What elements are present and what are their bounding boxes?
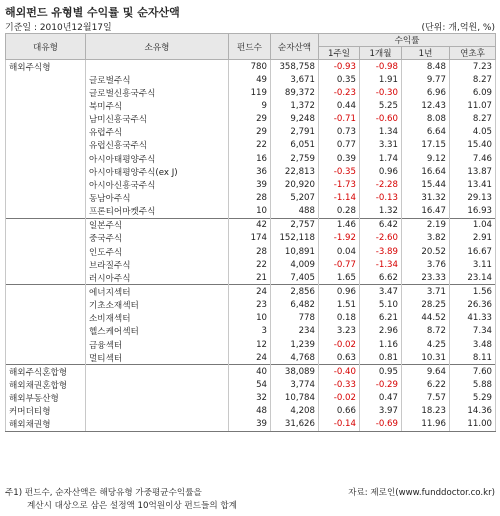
row-return-1week: 0.73 (319, 126, 360, 139)
row-return-1year: 9.64 (402, 365, 450, 379)
row-return-1year: 9.77 (402, 73, 450, 86)
row-return-ytd: 15.40 (450, 139, 496, 152)
page-title: 해외펀드 유형별 수익률 및 순자산액 (5, 6, 180, 19)
row-major-type (6, 139, 86, 152)
row-minor-type: 멀티섹터 (86, 351, 229, 365)
row-major-type (6, 218, 86, 232)
row-net-assets: 22,813 (271, 165, 319, 178)
row-return-1month: -2.28 (360, 178, 402, 191)
row-return-1month: -1.34 (360, 258, 402, 271)
row-return-1week: -0.02 (319, 392, 360, 405)
row-return-1year: 6.96 (402, 86, 450, 99)
row-return-1month: 0.95 (360, 365, 402, 379)
row-return-1month: 3.31 (360, 139, 402, 152)
row-return-1week: -0.33 (319, 378, 360, 391)
row-minor-type: 글로벌신흥국주식 (86, 86, 229, 99)
row-return-1month: 6.62 (360, 271, 402, 285)
row-major-type: 해외주식혼합형 (6, 365, 86, 379)
row-return-1month: 6.42 (360, 218, 402, 232)
row-return-ytd: 5.88 (450, 378, 496, 391)
row-return-1year: 16.47 (402, 205, 450, 219)
row-net-assets: 3,671 (271, 73, 319, 86)
row-major-type (6, 325, 86, 338)
row-return-1year: 17.15 (402, 139, 450, 152)
row-fund-count: 39 (229, 178, 271, 191)
row-net-assets: 31,626 (271, 418, 319, 432)
row-return-ytd: 11.07 (450, 99, 496, 112)
row-net-assets: 89,372 (271, 86, 319, 99)
row-return-ytd: 7.46 (450, 152, 496, 165)
row-major-type (6, 232, 86, 245)
row-major-type: 커머더티형 (6, 405, 86, 418)
row-major-type: 해외채권혼합형 (6, 378, 86, 391)
row-return-1year: 2.19 (402, 218, 450, 232)
row-major-type (6, 271, 86, 285)
row-minor-type: 헬스케어섹터 (86, 325, 229, 338)
table-row (6, 285, 496, 299)
row-return-1month: 1.34 (360, 126, 402, 139)
row-return-1week: -0.40 (319, 365, 360, 379)
row-net-assets: 5,207 (271, 191, 319, 204)
row-return-1month: -0.69 (360, 418, 402, 432)
row-net-assets: 358,758 (271, 60, 319, 74)
row-net-assets: 2,759 (271, 152, 319, 165)
row-return-1week: 0.63 (319, 351, 360, 365)
table-row (6, 299, 496, 312)
row-return-1week: 0.28 (319, 205, 360, 219)
row-minor-type (86, 418, 229, 432)
row-net-assets: 38,089 (271, 365, 319, 379)
table-row (6, 152, 496, 165)
row-return-ytd: 8.11 (450, 351, 496, 365)
row-return-1year: 6.22 (402, 378, 450, 391)
row-return-1month: 0.96 (360, 165, 402, 178)
row-minor-type: 일본주식 (86, 218, 229, 232)
row-fund-count: 49 (229, 73, 271, 86)
row-fund-count: 36 (229, 165, 271, 178)
header-returns: 수익률 (319, 34, 496, 47)
row-return-1month: -2.60 (360, 232, 402, 245)
row-return-ytd: 8.27 (450, 73, 496, 86)
table-row (6, 312, 496, 325)
row-major-type (6, 205, 86, 219)
row-return-1year: 15.44 (402, 178, 450, 191)
row-minor-type (86, 365, 229, 379)
row-net-assets: 488 (271, 205, 319, 219)
row-fund-count: 22 (229, 139, 271, 152)
row-major-type (6, 152, 86, 165)
footnote-line-2: 계산시 대상으로 삼은 설정액 10억원이상 펀드들의 합계 (27, 501, 237, 511)
row-return-1year: 8.08 (402, 113, 450, 126)
row-return-1month: 0.47 (360, 392, 402, 405)
row-return-1week: 0.77 (319, 139, 360, 152)
row-major-type (6, 178, 86, 191)
row-return-1month: 1.91 (360, 73, 402, 86)
row-return-1year: 8.72 (402, 325, 450, 338)
row-fund-count: 28 (229, 245, 271, 258)
row-return-ytd: 14.36 (450, 405, 496, 418)
row-fund-count: 10 (229, 312, 271, 325)
row-return-1month: -0.30 (360, 86, 402, 99)
header-minor-type: 소유형 (86, 34, 229, 60)
row-major-type (6, 338, 86, 351)
table-row (6, 139, 496, 152)
header-1month: 1개월 (360, 47, 402, 60)
row-minor-type (86, 378, 229, 391)
row-major-type (6, 312, 86, 325)
footnote-line-1: 주1) 펀드수, 순자산액은 해당유형 가중평균수익률을 (5, 488, 202, 498)
table-row (6, 191, 496, 204)
row-return-1month: 1.74 (360, 152, 402, 165)
row-minor-type: 러시아주식 (86, 271, 229, 285)
row-minor-type: 에너지섹터 (86, 285, 229, 299)
row-net-assets: 10,784 (271, 392, 319, 405)
row-return-1year: 7.57 (402, 392, 450, 405)
row-return-1month: 3.47 (360, 285, 402, 299)
table-row (6, 325, 496, 338)
row-return-ytd: 8.27 (450, 113, 496, 126)
row-return-ytd: 16.93 (450, 205, 496, 219)
row-return-1week: -1.92 (319, 232, 360, 245)
row-return-1month: 3.97 (360, 405, 402, 418)
header-net-assets: 순자산액 (271, 34, 319, 60)
header-ytd: 연초후 (450, 47, 496, 60)
row-return-1year: 20.52 (402, 245, 450, 258)
row-return-ytd: 3.11 (450, 258, 496, 271)
row-major-type (6, 351, 86, 365)
row-return-1week: -1.14 (319, 191, 360, 204)
row-minor-type: 아시아신흥국주식 (86, 178, 229, 191)
row-return-1week: 0.35 (319, 73, 360, 86)
row-major-type (6, 126, 86, 139)
row-return-ytd: 11.00 (450, 418, 496, 432)
row-return-1week: 0.18 (319, 312, 360, 325)
row-net-assets: 778 (271, 312, 319, 325)
row-net-assets: 10,891 (271, 245, 319, 258)
row-fund-count: 119 (229, 86, 271, 99)
row-net-assets: 7,405 (271, 271, 319, 285)
row-return-1year: 28.25 (402, 299, 450, 312)
source-credit: 자료: 제로인(www.funddoctor.co.kr) (348, 488, 495, 498)
row-fund-count: 24 (229, 351, 271, 365)
row-net-assets: 4,208 (271, 405, 319, 418)
row-net-assets: 9,248 (271, 113, 319, 126)
row-return-1week: -0.35 (319, 165, 360, 178)
row-minor-type: 기초소재섹터 (86, 299, 229, 312)
row-return-1week: -0.14 (319, 418, 360, 432)
row-net-assets: 2,791 (271, 126, 319, 139)
row-return-ytd: 13.87 (450, 165, 496, 178)
row-return-ytd: 23.14 (450, 271, 496, 285)
row-return-1week: -0.77 (319, 258, 360, 271)
row-return-1year: 18.23 (402, 405, 450, 418)
base-date: 기준일 : 2010년12월17일 (5, 23, 112, 33)
footnote (5, 487, 495, 513)
row-minor-type: 아시아태평양주식(ex J) (86, 165, 229, 178)
row-minor-type: 프론티어마켓주식 (86, 205, 229, 219)
row-return-1week: -1.73 (319, 178, 360, 191)
row-net-assets: 20,920 (271, 178, 319, 191)
row-minor-type: 브라질주식 (86, 258, 229, 271)
row-net-assets: 1,372 (271, 99, 319, 112)
meta-bar (5, 20, 495, 33)
row-net-assets: 4,009 (271, 258, 319, 271)
row-fund-count: 23 (229, 299, 271, 312)
row-fund-count: 39 (229, 418, 271, 432)
row-return-1week: 1.65 (319, 271, 360, 285)
row-return-ytd: 29.13 (450, 191, 496, 204)
row-fund-count: 3 (229, 325, 271, 338)
table-row (6, 271, 496, 285)
row-net-assets: 152,118 (271, 232, 319, 245)
row-fund-count: 29 (229, 126, 271, 139)
table-row (6, 365, 496, 379)
table-row (6, 218, 496, 232)
row-return-ytd: 5.29 (450, 392, 496, 405)
row-return-1year: 4.25 (402, 338, 450, 351)
row-return-ytd: 3.48 (450, 338, 496, 351)
row-major-type (6, 191, 86, 204)
row-fund-count: 9 (229, 99, 271, 112)
row-return-1month: -0.98 (360, 60, 402, 74)
row-fund-count: 54 (229, 378, 271, 391)
table-row (6, 378, 496, 391)
row-minor-type (86, 60, 229, 74)
row-major-type (6, 299, 86, 312)
row-return-ytd: 26.36 (450, 299, 496, 312)
row-major-type (6, 73, 86, 86)
row-fund-count: 12 (229, 338, 271, 351)
row-return-ytd: 4.05 (450, 126, 496, 139)
row-minor-type: 북미주식 (86, 99, 229, 112)
row-major-type: 해외주식형 (6, 60, 86, 74)
table-row (6, 178, 496, 191)
row-return-1year: 3.76 (402, 258, 450, 271)
row-return-1year: 23.33 (402, 271, 450, 285)
row-minor-type: 인도주식 (86, 245, 229, 258)
row-return-1year: 10.31 (402, 351, 450, 365)
row-return-1month: -0.60 (360, 113, 402, 126)
row-return-ytd: 1.04 (450, 218, 496, 232)
row-return-1week: 0.66 (319, 405, 360, 418)
row-return-1month: 1.32 (360, 205, 402, 219)
row-minor-type: 소비재섹터 (86, 312, 229, 325)
row-return-1week: 1.46 (319, 218, 360, 232)
table-row (6, 113, 496, 126)
row-return-1month: 6.21 (360, 312, 402, 325)
table-row (6, 73, 496, 86)
row-net-assets: 234 (271, 325, 319, 338)
row-return-ytd: 13.41 (450, 178, 496, 191)
row-return-1week: 0.44 (319, 99, 360, 112)
row-major-type (6, 113, 86, 126)
row-return-ytd: 1.56 (450, 285, 496, 299)
row-net-assets: 2,856 (271, 285, 319, 299)
row-return-1week: 0.04 (319, 245, 360, 258)
row-return-1year: 44.52 (402, 312, 450, 325)
row-return-1month: 5.10 (360, 299, 402, 312)
table-row (6, 405, 496, 418)
row-return-ytd: 7.60 (450, 365, 496, 379)
row-fund-count: 48 (229, 405, 271, 418)
row-major-type: 해외부동산형 (6, 392, 86, 405)
row-major-type (6, 245, 86, 258)
header-1year: 1년 (402, 47, 450, 60)
header-1week: 1주일 (319, 47, 360, 60)
row-return-1week: -0.71 (319, 113, 360, 126)
table-row (6, 205, 496, 219)
row-return-1year: 11.96 (402, 418, 450, 432)
row-return-1week: 0.96 (319, 285, 360, 299)
table-row (6, 258, 496, 271)
row-fund-count: 22 (229, 258, 271, 271)
row-minor-type (86, 405, 229, 418)
table-row (6, 60, 496, 74)
table-row (6, 392, 496, 405)
table-row (6, 126, 496, 139)
row-return-1year: 9.12 (402, 152, 450, 165)
row-fund-count: 42 (229, 218, 271, 232)
row-fund-count: 24 (229, 285, 271, 299)
row-major-type (6, 285, 86, 299)
row-minor-type: 중국주식 (86, 232, 229, 245)
row-return-1year: 16.64 (402, 165, 450, 178)
row-return-1year: 6.64 (402, 126, 450, 139)
row-return-1year: 3.71 (402, 285, 450, 299)
row-fund-count: 28 (229, 191, 271, 204)
row-fund-count: 174 (229, 232, 271, 245)
row-return-ytd: 41.33 (450, 312, 496, 325)
row-fund-count: 32 (229, 392, 271, 405)
row-major-type (6, 99, 86, 112)
row-return-1week: 0.39 (319, 152, 360, 165)
row-fund-count: 29 (229, 113, 271, 126)
unit-label: (단위: 개,억원, %) (421, 23, 495, 33)
row-net-assets: 2,757 (271, 218, 319, 232)
header-major-type: 대유형 (6, 34, 86, 60)
row-fund-count: 40 (229, 365, 271, 379)
row-fund-count: 10 (229, 205, 271, 219)
row-minor-type: 글로벌주식 (86, 73, 229, 86)
row-net-assets: 6,051 (271, 139, 319, 152)
row-return-1week: 1.51 (319, 299, 360, 312)
row-major-type: 해외채권형 (6, 418, 86, 432)
fund-returns-table (5, 33, 496, 432)
row-fund-count: 780 (229, 60, 271, 74)
table-row (6, 99, 496, 112)
row-return-1week: -0.02 (319, 338, 360, 351)
row-return-1year: 12.43 (402, 99, 450, 112)
row-fund-count: 16 (229, 152, 271, 165)
row-return-1week: 3.23 (319, 325, 360, 338)
row-minor-type: 동남아주식 (86, 191, 229, 204)
row-fund-count: 21 (229, 271, 271, 285)
row-return-1year: 31.32 (402, 191, 450, 204)
row-return-ytd: 6.09 (450, 86, 496, 99)
row-return-1month: 0.81 (360, 351, 402, 365)
row-return-1week: -0.93 (319, 60, 360, 74)
row-minor-type: 금융섹터 (86, 338, 229, 351)
row-return-1month: -0.29 (360, 378, 402, 391)
row-minor-type: 남미신흥국주식 (86, 113, 229, 126)
row-net-assets: 6,482 (271, 299, 319, 312)
row-net-assets: 3,774 (271, 378, 319, 391)
row-return-1month: -0.13 (360, 191, 402, 204)
row-net-assets: 1,239 (271, 338, 319, 351)
row-return-1month: 5.25 (360, 99, 402, 112)
row-return-1year: 3.82 (402, 232, 450, 245)
row-return-ytd: 16.67 (450, 245, 496, 258)
row-minor-type (86, 392, 229, 405)
row-return-ytd: 7.23 (450, 60, 496, 74)
row-minor-type: 유럽주식 (86, 126, 229, 139)
row-return-1year: 8.48 (402, 60, 450, 74)
row-return-1month: 1.16 (360, 338, 402, 351)
row-net-assets: 4,768 (271, 351, 319, 365)
row-major-type (6, 258, 86, 271)
row-return-1month: -3.89 (360, 245, 402, 258)
table-row (6, 245, 496, 258)
row-return-1week: -0.23 (319, 86, 360, 99)
row-return-1month: 2.96 (360, 325, 402, 338)
header-fund-count: 펀드수 (229, 34, 271, 60)
table-row (6, 165, 496, 178)
row-major-type (6, 86, 86, 99)
table-row (6, 86, 496, 99)
table-row (6, 418, 496, 432)
row-minor-type: 유럽신흥국주식 (86, 139, 229, 152)
table-row (6, 351, 496, 365)
row-major-type (6, 165, 86, 178)
row-return-ytd: 2.91 (450, 232, 496, 245)
table-row (6, 338, 496, 351)
row-return-ytd: 7.34 (450, 325, 496, 338)
row-minor-type: 아시아태평양주식 (86, 152, 229, 165)
table-row (6, 232, 496, 245)
